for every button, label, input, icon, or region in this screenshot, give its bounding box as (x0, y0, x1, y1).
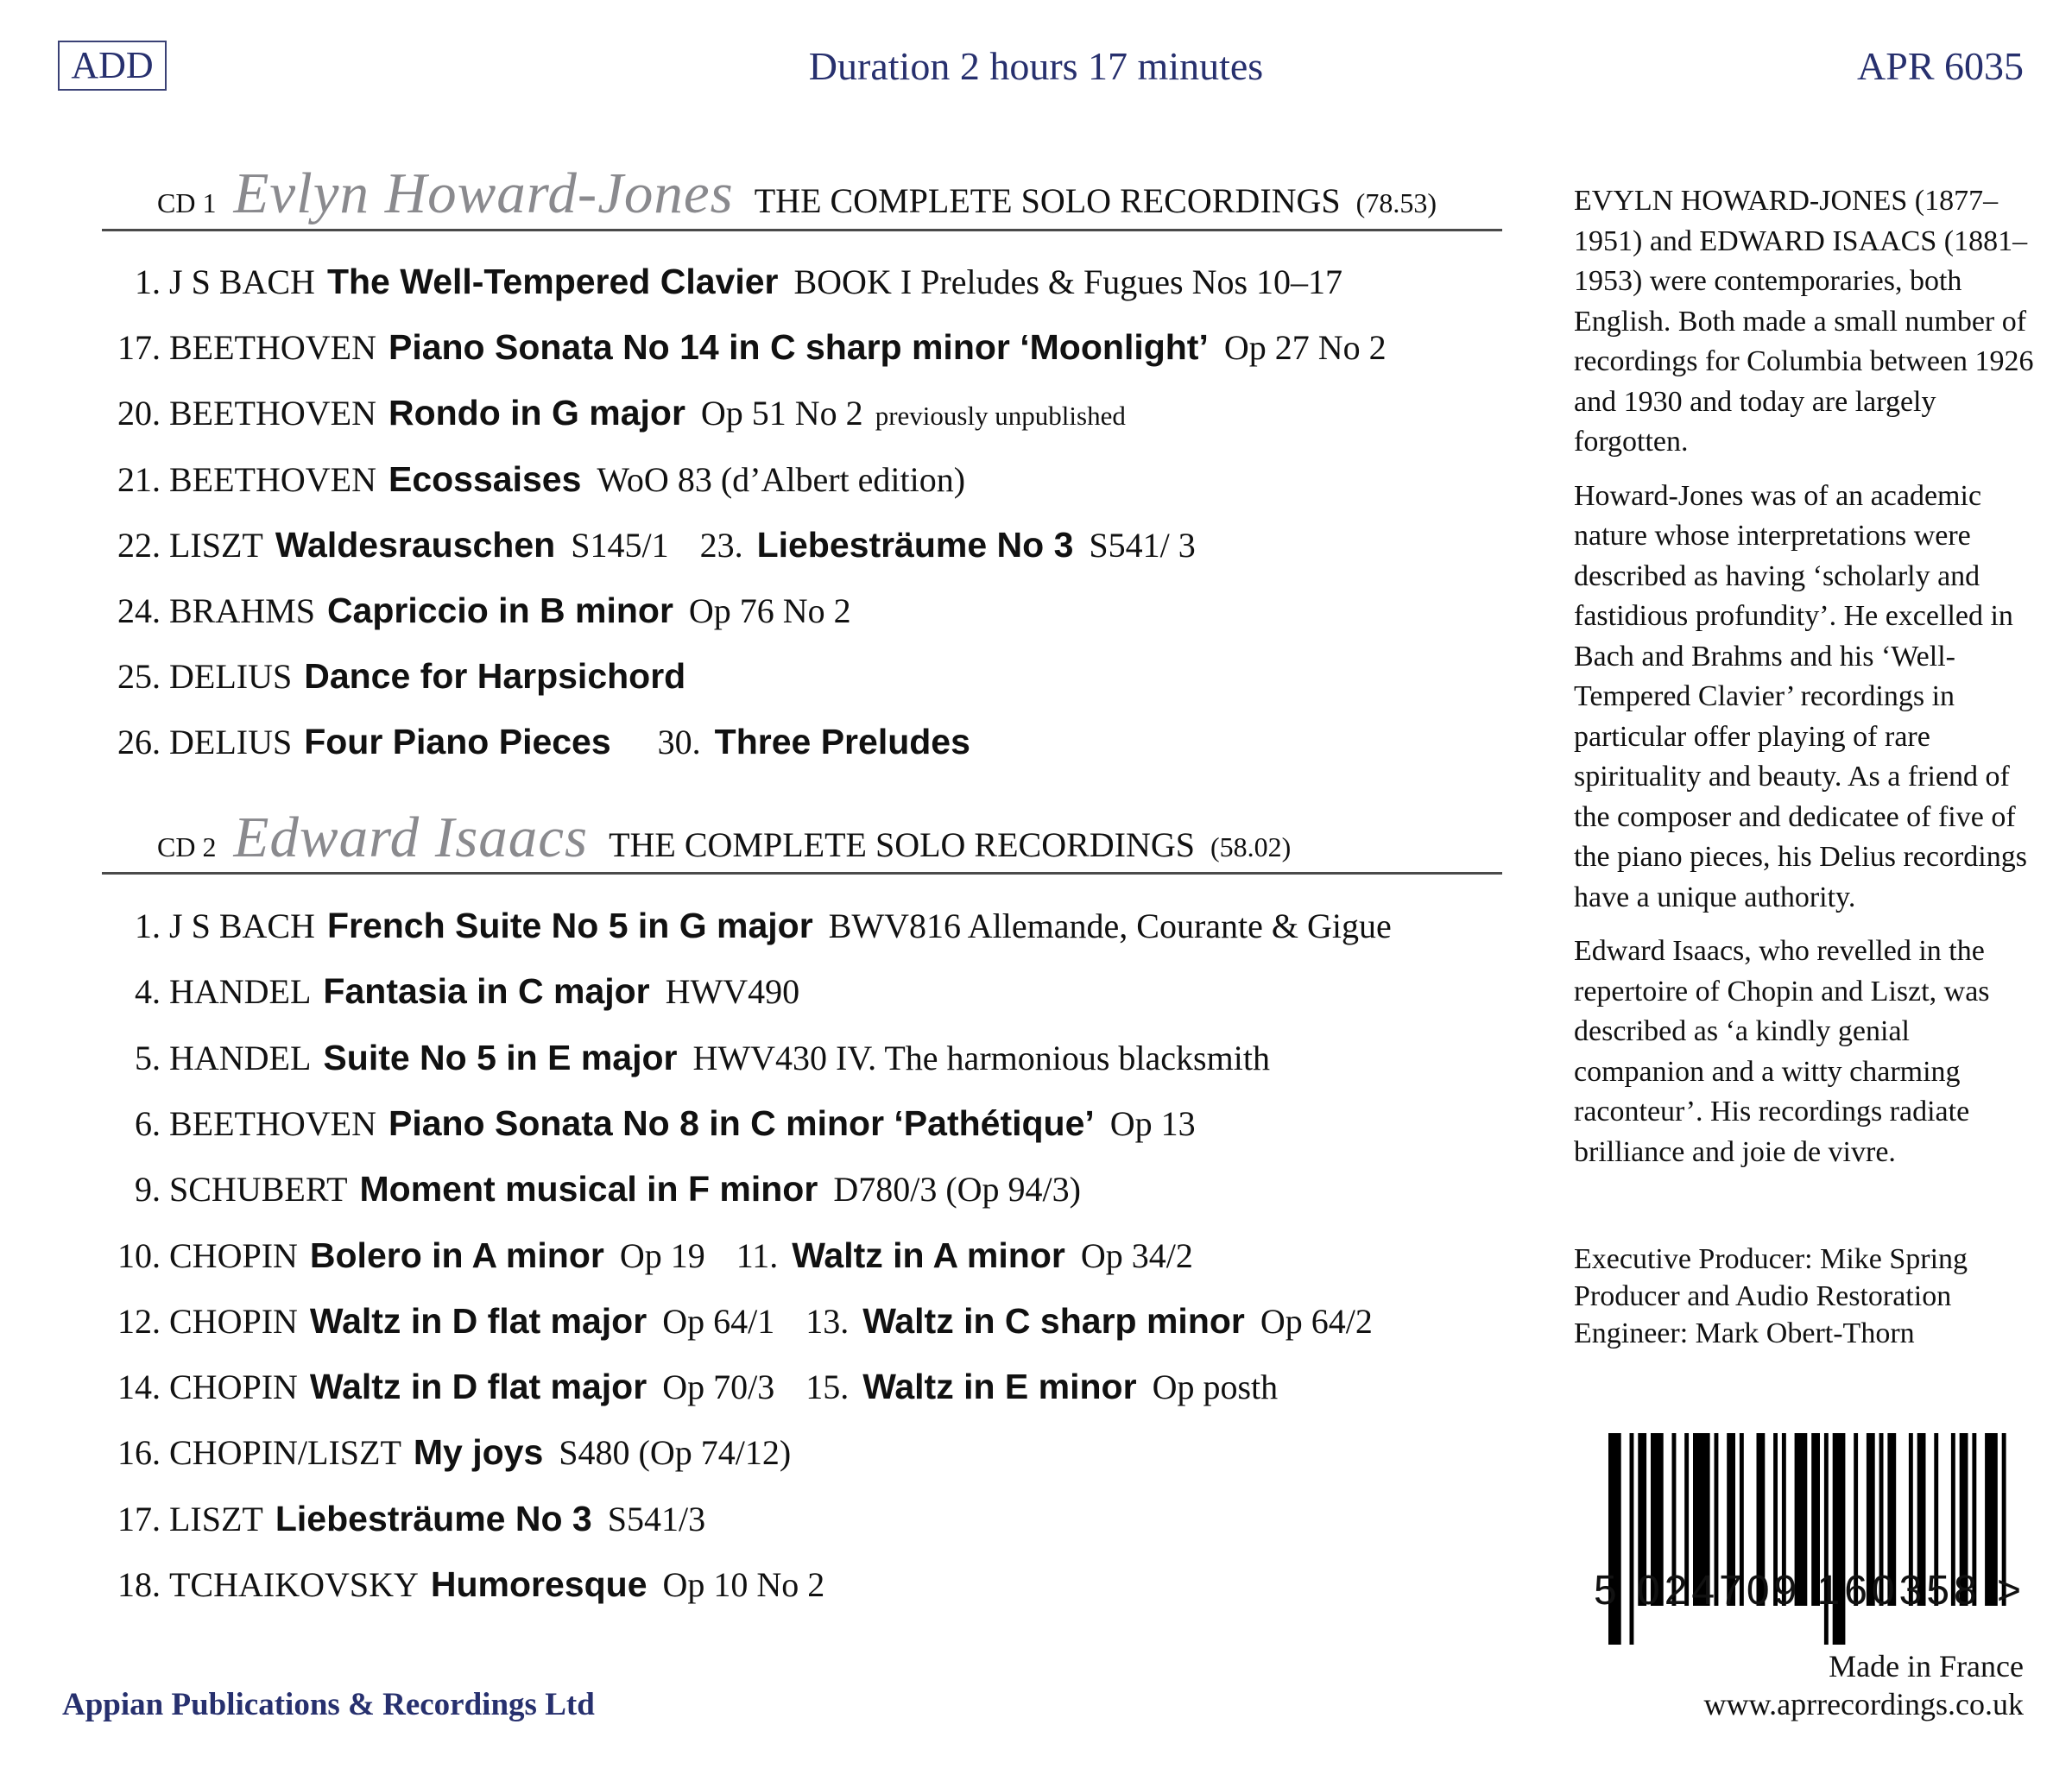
track-composer: HANDEL (169, 972, 312, 1012)
track-catalogue: Op 70/3 (662, 1368, 775, 1407)
track-number: 9. (135, 1170, 161, 1210)
publisher-name: Appian Publications & Recordings Ltd (62, 1687, 595, 1722)
track-catalogue-2: Op 34/2 (1080, 1235, 1193, 1275)
track-catalogue: S541/3 (607, 1499, 706, 1538)
track-catalogue: WoO 83 (d’Albert edition) (597, 459, 966, 499)
track-number: 1. (135, 906, 161, 945)
track-work: Humoresque (430, 1564, 648, 1604)
track-work: Four Piano Pieces (304, 722, 611, 762)
track-composer: LISZT (169, 1499, 263, 1538)
cd2-subtitle: THE COMPLETE SOLO RECORDINGS (609, 825, 1196, 864)
track-number: 14. (117, 1368, 161, 1407)
track-work: The Well-Tempered Clavier (326, 262, 779, 301)
track-row (102, 1560, 824, 1609)
track-catalogue: Op 13 (1109, 1103, 1196, 1143)
cd1-subtitle: THE COMPLETE SOLO RECORDINGS (754, 181, 1341, 220)
track-number-2: 11. (736, 1235, 779, 1275)
track-catalogue: Op 51 No 2 (700, 394, 863, 433)
track-row (102, 1494, 705, 1544)
track-catalogue: Op 76 No 2 (688, 591, 851, 630)
track-catalogue: BWV816 Allemande, Courante & Gigue (828, 906, 1392, 945)
track-composer: LISZT (169, 525, 263, 565)
track-number: 4. (135, 972, 161, 1012)
notes-paragraph-2: Howard-Jones was of an academic nature whose interpretations were described as having ‘scholarly and fastidious profundity’. He excelled in Bach and Brahms and his ‘Well-Tempered Clavier’ recordings in particular offer playing of rare spirituality and beauty. As a friend of the composer and dedicatee of five of the piano pieces, his Delius recordings have a unique authority. (1574, 479, 2027, 913)
track-work: Moment musical in F minor (359, 1169, 818, 1210)
track-number: 1. (135, 262, 161, 301)
track-row (102, 586, 851, 635)
track-catalogue: Op 27 No 2 (1223, 328, 1387, 368)
track-row (102, 652, 701, 701)
track-number: 6. (135, 1103, 161, 1143)
track-composer: BEETHOVEN (169, 394, 376, 433)
made-in-label: Made in France (1829, 1649, 2024, 1683)
cd2-duration: (58.02) (1210, 831, 1292, 862)
track-composer: CHOPIN (169, 1301, 298, 1341)
track-number: 24. (117, 591, 161, 630)
cd2-divider (102, 872, 1502, 875)
track-work: My joys (413, 1432, 544, 1473)
credit-line-3: Engineer: Mark Obert-Thorn (1574, 1317, 1915, 1349)
track-work: Rondo in G major (388, 393, 685, 433)
add-badge: ADD (58, 41, 167, 91)
track-work-2: Waltz in E minor (862, 1367, 1137, 1407)
track-catalogue: HWV430 IV. The harmonious blacksmith (692, 1038, 1270, 1077)
track-number-2: 30. (657, 723, 701, 762)
track-work-2: Waltz in A minor (792, 1235, 1065, 1275)
track-composer: CHOPIN (169, 1235, 298, 1275)
liner-notes (1574, 181, 2040, 1186)
track-composer: TCHAIKOVSKY (169, 1565, 419, 1604)
track-work-2: Waltz in C sharp minor (862, 1300, 1245, 1341)
track-catalogue-2: Op 64/2 (1260, 1301, 1373, 1341)
track-row (102, 1231, 1193, 1280)
cd1-duration: (78.53) (1355, 187, 1437, 218)
track-work: Bolero in A minor (309, 1235, 604, 1275)
track-row (102, 1297, 1373, 1346)
track-work-2: Three Preludes (714, 722, 970, 762)
track-number-2: 15. (805, 1368, 850, 1407)
track-row (102, 323, 1387, 372)
barcode-digits: 5 024709 160358 > (1594, 1568, 2026, 1614)
track-number-2: 23. (699, 525, 743, 565)
track-work: Piano Sonata No 14 in C sharp minor ‘Moonlight’ (388, 327, 1209, 368)
track-composer: CHOPIN/LISZT (169, 1433, 401, 1473)
track-number: 21. (117, 459, 161, 499)
credit-line-2: Producer and Audio Restoration (1574, 1280, 1952, 1312)
track-work: Ecossaises (388, 458, 582, 499)
track-work-2: Liebesträume No 3 (756, 524, 1074, 565)
track-composer: SCHUBERT (169, 1170, 348, 1210)
cd1-label: CD 1 (157, 187, 217, 218)
cd2-heading (157, 805, 1291, 871)
track-number: 12. (117, 1301, 161, 1341)
track-number: 5. (135, 1038, 161, 1077)
notes-paragraph-3: Edward Isaacs, who revelled in the repertoire of Chopin and Liszt, was described as ‘a kindly genial companion and a witty charming raconteur’. His recordings radiate brilliance and joie de vivre. (1574, 935, 1990, 1168)
track-composer: BEETHOVEN (169, 459, 376, 499)
track-work: Waltz in D flat major (309, 1300, 648, 1341)
track-work: Capriccio in B minor (326, 591, 673, 630)
track-work: French Suite No 5 in G major (326, 906, 813, 945)
cd2-label: CD 2 (157, 831, 217, 862)
duration-text: Duration 2 hours 17 minutes (808, 44, 1264, 88)
track-composer: J S BACH (169, 262, 315, 301)
website-link[interactable]: www.aprrecordings.co.uk (1703, 1687, 2024, 1721)
track-number: 22. (117, 525, 161, 565)
track-composer: BEETHOVEN (169, 1103, 376, 1143)
credit-line-1: Executive Producer: Mike Spring (1574, 1243, 1968, 1275)
track-row (102, 1428, 791, 1477)
track-number: 20. (117, 394, 161, 433)
track-number-2: 13. (805, 1301, 850, 1341)
barcode-icon (1601, 1433, 2012, 1649)
track-composer: J S BACH (169, 906, 315, 945)
track-number: 16. (117, 1433, 161, 1473)
track-work: Liebesträume No 3 (275, 1498, 592, 1538)
track-composer: DELIUS (169, 723, 293, 762)
track-catalogue-2: S541/ 3 (1089, 525, 1196, 565)
notes-paragraph-1: EVYLN HOWARD-JONES (1877–1951) and EDWARD ISAACS (1881–1953) were contemporaries, both English. Both made a small number of recordings for Columbia between 1926 and 1930 and today are largely forgotten. (1574, 185, 2034, 458)
track-row (102, 257, 1342, 306)
track-catalogue: S145/1 (571, 525, 669, 565)
track-row (102, 1362, 1278, 1412)
track-row (102, 717, 986, 767)
production-credits (1574, 1241, 2040, 1352)
track-work: Waldesrauschen (275, 524, 556, 565)
track-composer: DELIUS (169, 657, 293, 697)
track-catalogue: Op 19 (619, 1235, 705, 1275)
track-catalogue: D780/3 (Op 94/3) (833, 1170, 1081, 1210)
track-row (102, 1033, 1270, 1083)
catalogue-number: APR 6035 (1857, 44, 2024, 88)
track-catalogue-2: Op posth (1152, 1368, 1279, 1407)
track-row (102, 1099, 1196, 1148)
track-number: 18. (117, 1565, 161, 1604)
track-row (102, 388, 1126, 440)
track-catalogue: BOOK I Preludes & Fugues Nos 10–17 (793, 262, 1343, 301)
cd2-artist: Edward Isaacs (233, 805, 589, 869)
track-composer: CHOPIN (169, 1368, 298, 1407)
track-work: Waltz in D flat major (309, 1367, 648, 1407)
track-number: 10. (117, 1235, 161, 1275)
track-composer: HANDEL (169, 1038, 312, 1077)
cd1-heading (157, 161, 1437, 227)
track-composer: BEETHOVEN (169, 328, 376, 368)
track-row (102, 901, 1392, 951)
track-number: 17. (117, 328, 161, 368)
track-work: Piano Sonata No 8 in C minor ‘Pathétique’ (388, 1102, 1095, 1143)
track-number: 17. (117, 1499, 161, 1538)
track-row (102, 1165, 1081, 1214)
cd1-artist: Evlyn Howard-Jones (233, 161, 734, 225)
track-row (102, 521, 1196, 570)
track-composer: BRAHMS (169, 591, 315, 630)
cd1-divider (102, 229, 1502, 231)
track-work: Fantasia in C major (323, 971, 650, 1012)
track-number: 26. (117, 723, 161, 762)
track-note: previously unpublished (875, 401, 1126, 432)
track-catalogue: HWV490 (665, 972, 800, 1012)
track-row (102, 967, 799, 1016)
track-work: Dance for Harpsichord (304, 656, 686, 697)
track-row (102, 455, 965, 504)
track-catalogue: Op 10 No 2 (662, 1565, 825, 1604)
track-work: Suite No 5 in E major (323, 1037, 678, 1077)
track-number: 25. (117, 657, 161, 697)
track-catalogue: Op 64/1 (662, 1301, 775, 1341)
track-catalogue: S480 (Op 74/12) (559, 1433, 792, 1473)
